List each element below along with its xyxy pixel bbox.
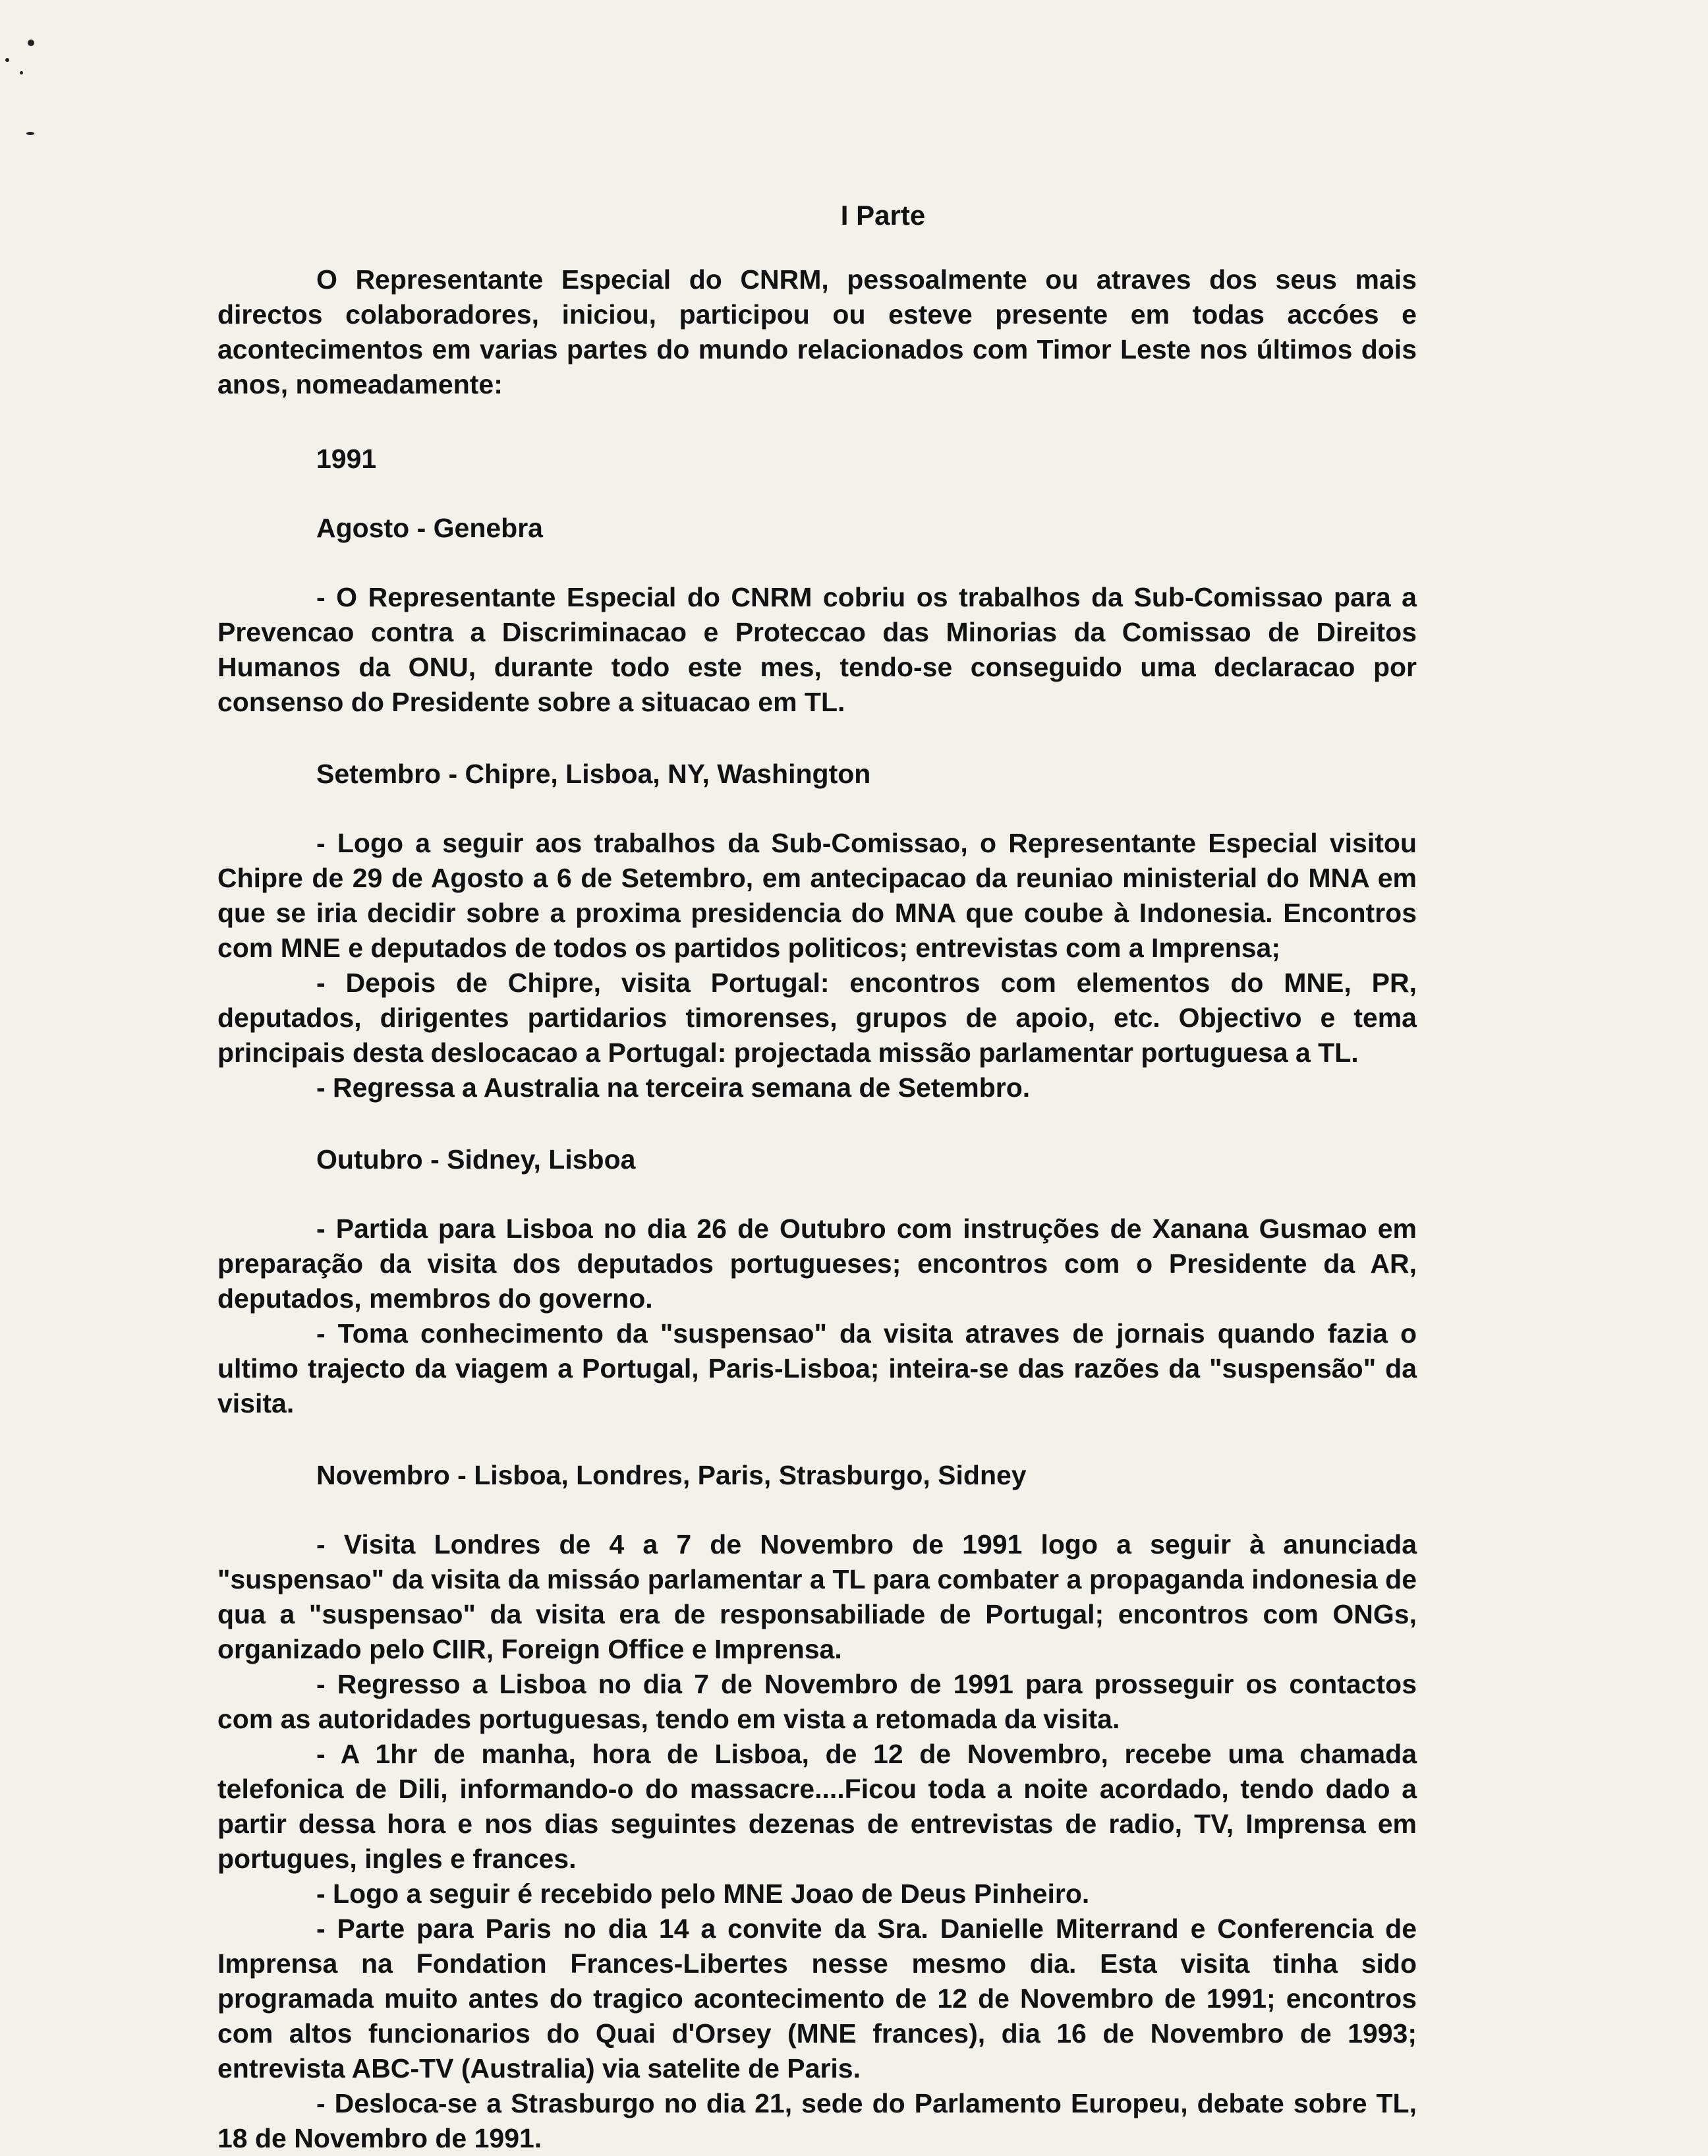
list-item: - Toma conhecimento da "suspensao" da visita atraves de jornais quando fazia o ultimo trajecto da viagem a Portugal, Paris-Lisboa; inteira-se das razões da "suspensão" da visita.	[217, 1318, 1417, 1418]
list-item: - Parte para Paris no dia 14 a convite da Sra. Danielle Miterrand e Conferencia de Imprensa na Fondation Frances-Libertes nesse mesmo dia. Esta visita tinha sido programada muito antes do tragico acontecimento de 12 de Novembro de 1991; encontros com altos funcionarios do Quai d'Orsey (MNE frances), dia 16 de Novembro de 1993; entrevista ABC-TV (Australia) via satelite de Paris.	[217, 1913, 1417, 2083]
document-body	[217, 198, 1417, 2156]
intro-paragraph: O Representante Especial do CNRM, pessoalmente ou atraves dos seus mais directos colaboradores, iniciou, participou ou esteve presente em todas accóes e acontecimentos em varias partes do mundo relacionados com Timor Leste nos últimos dois anos, nomeadamente:	[217, 264, 1417, 399]
list-item: - Logo a seguir aos trabalhos da Sub-Comissao, o Representante Especial visitou Chipre de 29 de Agosto a 6 de Setembro, em antecipacao da reuniao ministerial do MNA em que se iria decidir sobre a proxima presidencia do MNA que coube à Indonesia. Encontros com MNE e deputados de todos os partidos politicos; entrevistas com a Imprensa;	[217, 828, 1417, 963]
list-item: - Regressa a Australia na terceira semana de Setembro.	[316, 1072, 1031, 1103]
section-heading-setembro: Setembro - Chipre, Lisboa, NY, Washington	[316, 759, 871, 789]
list-item: - Depois de Chipre, visita Portugal: encontros com elementos do MNE, PR, deputados, dirigentes partidarios timorenses, grupos de apoio, etc. Objectivo e tema principais desta deslocacao a Portugal: projectada missão parlamentar portuguesa a TL.	[217, 968, 1417, 1068]
page-title: I Parte	[840, 200, 926, 231]
scan-speck	[28, 40, 34, 46]
section-heading-agosto: Agosto - Genebra	[316, 513, 543, 543]
list-item: - Visita Londres de 4 a 7 de Novembro de 1991 logo a seguir à anunciada "suspensao" da visita da missáo parlamentar a TL para combater a propaganda indonesia de qua a "suspensao" da visita era de responsabiliade de Portugal; encontros com ONGs, organizado pelo CIIR, Foreign Office e Imprensa.	[217, 1529, 1417, 1664]
list-item: - Desloca-se a Strasburgo no dia 21, sede do Parlamento Europeu, debate sobre TL, 18 de Novembro de 1991.	[217, 2088, 1417, 2153]
section-heading-novembro: Novembro - Lisboa, Londres, Paris, Strasburgo, Sidney	[316, 1460, 1027, 1490]
scan-speck	[20, 71, 23, 74]
list-item: - Partida para Lisboa no dia 26 de Outubro com instruções de Xanana Gusmao em preparação da visita dos deputados portugueses; encontros com o Presidente da AR, deputados, membros do governo.	[217, 1213, 1417, 1314]
year-heading: 1991	[316, 444, 377, 474]
list-item: - A 1hr de manha, hora de Lisboa, de 12 de Novembro, recebe uma chamada telefonica de Dili, informando-o do massacre....Ficou toda a noite acordado, tendo dado a partir dessa hora e nos dias seguintes dezenas de entrevistas de radio, TV, Imprensa em portugues, ingles e frances.	[217, 1739, 1417, 1874]
list-item: - O Representante Especial do CNRM cobriu os trabalhos da Sub-Comissao para a Prevencao contra a Discriminacao e Proteccao das Minorias da Comissao de Direitos Humanos da ONU, durante todo este mes, tendo-se conseguido uma declaracao por consenso do Presidente sobre a situacao em TL.	[217, 582, 1417, 717]
list-item: - Regresso a Lisboa no dia 7 de Novembro de 1991 para prosseguir os contactos com as autoridades portuguesas, tendo em vista a retomada da visita.	[217, 1669, 1417, 1734]
list-item: - Logo a seguir é recebido pelo MNE Joao de Deus Pinheiro.	[316, 1879, 1090, 1909]
scan-speck	[26, 132, 34, 135]
section-heading-outubro: Outubro - Sidney, Lisboa	[316, 1144, 636, 1175]
scan-speck	[5, 58, 9, 62]
